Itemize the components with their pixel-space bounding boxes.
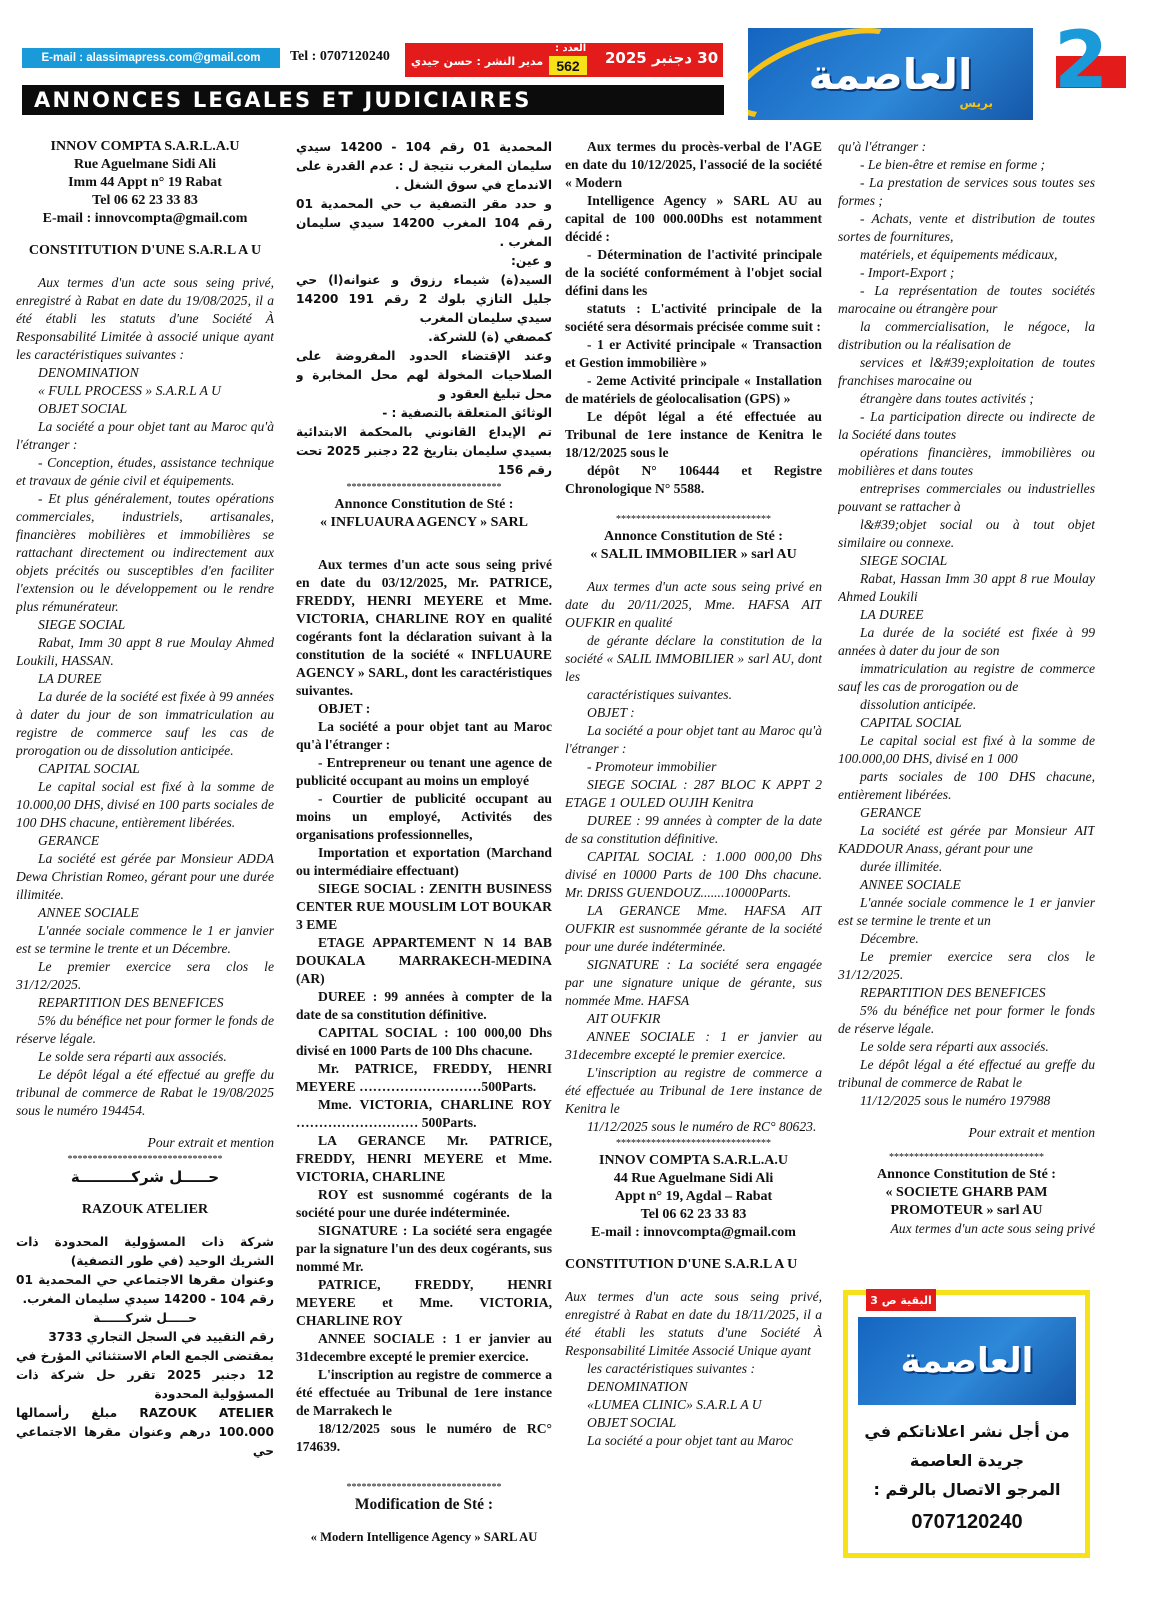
- announcement-line: entreprises commerciales ou industrielles pouvant se rattacher à: [838, 481, 1095, 514]
- continued-page-ribbon: البقية ص 3: [866, 1289, 936, 1311]
- announcement-line: dépôt N° 106444 et Registre Chronologique N° 5588.: [565, 463, 822, 496]
- promo-phone: 0707120240: [911, 1511, 1023, 1533]
- announcement-line: La société a pour objet tant au Maroc qu'à l'étranger :: [16, 419, 274, 452]
- announcement-line: Mr. PATRICE, FREDDY, HENRI MEYERE ………………………500Parts.: [296, 1061, 552, 1094]
- announcement-line: REPARTITION DES BENEFICES: [38, 995, 224, 1010]
- company-name: « SOCIETE GHARB PAM PROMOTEUR » sarl AU: [885, 1185, 1048, 1218]
- announcement-line: SIEGE SOCIAL: [38, 617, 126, 632]
- announcement-line: Le capital social est fixé à la somme de 100.000,00 DHS, divisé en 1 000: [838, 733, 1095, 766]
- announcement-line: OBJET SOCIAL: [587, 1415, 677, 1430]
- announcement-line: CAPITAL SOCIAL : 100 000,00 Dhs divisé en 1000 Parts de 100 Dhs chacune.: [296, 1025, 552, 1058]
- arabic-paragraph: شركة ذات المسؤولية المحدودة ذات الشريك الوحيد (في طور التصفية): [16, 1235, 274, 1268]
- promo-line: جريدة العاصمة: [909, 1451, 1025, 1470]
- separator-stars: *******************************: [346, 1482, 502, 1493]
- announcement-line: 18/12/2025 sous le numéro de RC° 174639.: [296, 1421, 552, 1454]
- announcement-line: L'inscription au registre de commerce a été effectuée au Tribunal de 1ere instance de Kenitra le: [565, 1065, 822, 1116]
- firm-line: E-mail : innovcompta@gmail.com: [591, 1225, 796, 1240]
- logo-subtitle: بريس: [959, 96, 993, 110]
- announcement-line: ANNEE SOCIALE: [860, 877, 961, 892]
- arabic-paragraph: وعنوان مقرها الاجتماعي حي المحمدية 01 رقم 104 - 14200 سيدي سليمان المغرب.: [16, 1273, 274, 1306]
- announcement-line: SIGNATURE : La société sera engagée par une signature unique de gérante, sus nommée Mme. HAFSA: [565, 957, 822, 1008]
- arabic-paragraph: حـــــل شركــــــة: [93, 1311, 197, 1325]
- announcement-line: Le dépôt légal a été effectuée au Tribunal de 1ere instance de Kenitra le 18/12/2025 sous le: [565, 409, 822, 460]
- firm-line: 44 Rue Aguelmane Sidi Ali: [613, 1171, 774, 1186]
- announcement-line: - La représentation de toutes sociétés marocaine ou étrangère pour: [838, 283, 1095, 316]
- announcement-line: - Le bien-être et remise en forme ;: [860, 157, 1046, 172]
- announcement-line: - La participation directe ou indirecte de la Société dans toutes: [838, 409, 1095, 442]
- column-3: [565, 138, 822, 1593]
- announcement-line: ROY est susnommé cogérants de la société pour une durée indéterminée.: [296, 1187, 552, 1220]
- innov-compta-header: [16, 138, 274, 228]
- announcement-line: REPARTITION DES BENEFICES: [860, 985, 1046, 1000]
- firm-line: Rue Aguelmane Sidi Ali: [74, 157, 216, 172]
- arabic-title: حـــــل شركــــــــــة: [70, 1168, 220, 1186]
- closing-mention: Pour extrait et mention: [147, 1135, 274, 1150]
- announcement-line: - La prestation de services sous toutes ses formes ;: [838, 175, 1095, 208]
- announcement-title: Annonce Constitution de Sté :: [877, 1167, 1056, 1182]
- promo-logo-text: العاصمة: [900, 1341, 1034, 1381]
- announcement-line: 5% du bénéfice net pour former le fonds de réserve légale.: [16, 1013, 274, 1046]
- announcement-line: durée illimitée.: [860, 859, 943, 874]
- company-name: « SALIL IMMOBILIER » sarl AU: [590, 547, 797, 562]
- announcement-line: Le solde sera réparti aux associés.: [38, 1049, 227, 1064]
- arabic-paragraph: و عين:: [511, 254, 552, 268]
- announcement-title: Annonce Constitution de Sté :: [604, 529, 783, 544]
- promo-text: [852, 1417, 1082, 1504]
- announcement-line: Le solde sera réparti aux associés.: [860, 1039, 1049, 1054]
- promo-line: من أجل نشر اعلاناتكم في: [864, 1422, 1070, 1441]
- announcement-line: LA DUREE: [38, 671, 102, 686]
- column-4: [838, 138, 1095, 1268]
- announcement-line: services et l&#39;exploitation de toutes franchises marocaine ou: [838, 355, 1095, 388]
- announcement-line: Décembre.: [860, 931, 919, 946]
- announcement-line: - 1 er Activité principale « Transaction et Gestion immobilière »: [565, 337, 822, 370]
- arabic-paragraph: بمقتضى الجمع العام الاستثنائي المؤرخ في 12 دجنبر 2025 تقرر حل شركة ذات المسؤولية المحدودة: [16, 1349, 274, 1401]
- firm-line: Tel 06 62 23 33 83: [640, 1207, 747, 1222]
- announcement-line: L'inscription au registre de commerce a été effectuée au Tribunal de 1ere instance de Marrakech le: [296, 1367, 552, 1418]
- announcement-line: Aux termes du procès-verbal de l'AGE en date du 10/12/2025, l'associé de la société « Modern: [565, 139, 822, 190]
- announcement-line: Le dépôt légal a été effectué au greffe du tribunal de commerce de Rabat le 19/08/2025 sous le numéro 194454.: [16, 1067, 274, 1118]
- announcement-line: Rabat, Imm 30 appt 8 rue Moulay Ahmed Loukili, HASSAN.: [16, 635, 274, 668]
- separator-stars: *******************************: [346, 482, 502, 493]
- announcement-line: Le dépôt légal a été effectué au greffe du tribunal de commerce de Rabat le: [838, 1057, 1095, 1090]
- announcement-line: - Entrepreneur ou tenant une agence de publicité occupant au moins un employé: [296, 755, 552, 788]
- announcement-line: caractéristiques suivantes.: [587, 687, 732, 702]
- announcement-line: statuts : L'activité principale de la société sera désormais précisée comme suit :: [565, 301, 822, 334]
- separator-stars: *******************************: [616, 514, 771, 525]
- announcement-line: L'année sociale commence le 1 er janvier est se termine le trente et un: [838, 895, 1095, 928]
- issue-number: 562: [549, 56, 587, 75]
- firm-name: INNOV COMPTA S.A.R.L.A.U: [599, 1153, 788, 1168]
- announcement-line: 11/12/2025 sous le numéro de RC° 80623.: [587, 1119, 817, 1134]
- arabic-paragraph: السيد(ة) شيماء رزوق و عنوانه(ا) حي جليل التازي بلوك 2 رقم 191 14200 سيدي سليمان المغرب: [296, 273, 552, 325]
- innov-compta-header: [565, 1152, 822, 1242]
- announcement-line: LA GERANCE Mr. PATRICE, FREDDY, HENRI MEYERE et Mme. VICTORIA, CHARLINE: [296, 1133, 552, 1184]
- section-title: ANNONCES LEGALES ET JUDICIAIRES: [22, 85, 724, 115]
- announcement-line: Rabat, Hassan Imm 30 appt 8 rue Moulay Ahmed Loukili: [838, 571, 1095, 604]
- announcement-line: opérations financières, immobilières ou mobilières et dans toutes: [838, 445, 1095, 478]
- header-email: E-mail : alassimapress.com@gmail.com: [22, 48, 280, 68]
- announcement-title: Annonce Constitution de Sté :: [334, 497, 514, 512]
- separator-stars: *******************************: [889, 1152, 1044, 1163]
- issue-band: [405, 43, 723, 77]
- announcement-intro: Aux termes d'un acte sous seing privé, enregistré à Rabat en date du 19/08/2025, il a été établi les statuts d'une Société À Responsabilité Limitée à associé unique ayant les caractéristiques suivantes :: [16, 275, 274, 362]
- announcement-line: SIGNATURE : La société sera engagée par la signature l'un des deux cogérants, sus nommé Mr.: [296, 1223, 552, 1274]
- firm-name: INNOV COMPTA S.A.R.L.A.U: [50, 139, 240, 154]
- arabic-paragraph: الوثائق المتعلقة بالتصفية : -: [382, 406, 552, 420]
- announcement-line: - 2eme Activité principale « Installation de matériels de géolocalisation (GPS) »: [565, 373, 822, 406]
- company-name: « Modern Intelligence Agency » SARL AU: [310, 1530, 538, 1544]
- announcement-line: CAPITAL SOCIAL: [38, 761, 140, 776]
- promo-logo: [858, 1317, 1076, 1405]
- issue-label: العدد :: [555, 43, 587, 54]
- announcement-line: l&#39;objet social ou à tout objet similaire ou connexe.: [838, 517, 1095, 550]
- arabic-paragraph: رقم التقييد في السجل التجاري 3733: [48, 1330, 274, 1344]
- announcement-line: - Promoteur immobilier: [587, 759, 717, 774]
- announcement-line: Aux termes d'un acte sous seing privé en date du 20/11/2025, Mme. HAFSA AIT OUFKIR en qualité: [565, 579, 822, 630]
- announcement-line: Aux termes d'un acte sous seing privé en date du 03/12/2025, Mr. PATRICE, FREDDY, HENRI MEYERE et Mme. VICTORIA, CHARLINE ROY en qualité cogérants font la déclaration suivant à la constitution de la société « INFLUAURE AGENCY » SARL, dont les caractéristiques suivantes.: [296, 557, 552, 698]
- arabic-paragraph: RAZOUK ATELIER مبلغ رأسمالها 100.000 درهم وعنوان مقرها الاجتماعي حي: [16, 1406, 274, 1458]
- announcement-line: qu'à l'étranger :: [838, 139, 927, 154]
- arabic-paragraph: كمصفي (ة) للشركة.: [428, 330, 552, 344]
- publication-director: مدير النشر : حسن جيدي: [411, 55, 544, 68]
- announcement-line: La société est gérée par Monsieur AIT KADDOUR Anass, gérant pour une: [838, 823, 1095, 856]
- announcement-line: Aux termes d'un acte sous seing privé: [890, 1221, 1095, 1236]
- announcement-line: Le capital social est fixé à la somme de 10.000,00 DHS, divisé en 100 parts sociales de 100 DHS chacune, entièrement libérées.: [16, 779, 274, 830]
- announcement-line: DUREE : 99 années à compter de la date de sa constitution définitive.: [565, 813, 822, 846]
- announcement-line: Le premier exercice sera clos le 31/12/2025.: [838, 949, 1095, 982]
- announcement-line: de gérante déclare la constitution de la société « SALIL IMMOBILIER » sarl AU, dont les: [565, 633, 822, 684]
- firm-line: Imm 44 Appt n° 19 Rabat: [68, 175, 222, 190]
- page-number-badge: [1042, 16, 1132, 114]
- announcement-line: OBJET :: [587, 705, 635, 720]
- announcement-line: Intelligence Agency » SARL AU au capital de 100 000.00Dhs est notamment décidé :: [565, 193, 822, 244]
- announcement-line: ANNEE SOCIALE : 1 er janvier au 31decembre excepté le premier exercice.: [565, 1029, 822, 1062]
- arabic-paragraph: وعند الإقتضاء الحدود المفروضة على الصلاحيات المخولة لهم محل المخابرة و محل تبليغ العقود و: [296, 349, 552, 401]
- issue-date: 30 دجنبر 2025: [605, 49, 719, 67]
- closing-mention: Pour extrait et mention: [968, 1125, 1095, 1140]
- column-1: [16, 138, 274, 1593]
- announcement-title: CONSTITUTION D'UNE S.A.R.L A U: [28, 243, 262, 258]
- announcement-line: - Et plus généralement, toutes opérations commerciales, industriels, artisanales, financières mobilières et immobilières se rattachant directement ou indirectement aux objets précités ou susceptibles d'en faciliter l'extension ou le développement ou le rendre plus rémunérateur.: [16, 491, 274, 614]
- announcement-line: « FULL PROCESS » S.A.R.L A U: [38, 383, 221, 398]
- announcement-line: DENOMINATION: [38, 365, 139, 380]
- announcement-line: L'année sociale commence le 1 er janvier est se termine le trente et un Décembre.: [16, 923, 274, 956]
- firm-line: E-mail : innovcompta@gmail.com: [42, 211, 248, 226]
- announcement-line: OBJET :: [318, 701, 371, 716]
- announcement-line: Aux termes d'un acte sous seing privé, enregistré à Rabat en date du 18/11/2025, il a été établi les statuts d'une Société À Responsabilité Limitée Associé Unique ayant: [565, 1289, 822, 1358]
- newspaper-logo: [748, 28, 1033, 120]
- announcement-line: - Conception, études, assistance technique et travaux de génie civil et équipements.: [16, 455, 274, 488]
- arabic-paragraph: تم الإيداع القانوني بالمحكمة الابتدائية بسيدي سليمان بتاريخ 22 دجنبر 2025 تحت رقم 156: [296, 425, 552, 477]
- announcement-line: DENOMINATION: [587, 1379, 688, 1394]
- announcement-title: Modification de Sté :: [354, 1496, 494, 1513]
- announcement-line: 11/12/2025 sous le numéro 197988: [860, 1093, 1051, 1108]
- announcement-line: GERANCE: [860, 805, 922, 820]
- announcement-line: OBJET SOCIAL: [38, 401, 128, 416]
- page-number: 2: [1054, 16, 1109, 106]
- announcement-line: 5% du bénéfice net pour former le fonds de réserve légale.: [838, 1003, 1095, 1036]
- announcement-line: SIEGE SOCIAL : ZENITH BUSINESS CENTER RUE MOUSLIM LOT BOUKAR 3 EME: [296, 881, 552, 932]
- announcement-line: La société a pour objet tant au Maroc: [587, 1433, 794, 1448]
- announcement-line: La société a pour objet tant au Maroc qu'à l'étranger :: [296, 719, 552, 752]
- firm-line: Tel 06 62 23 33 83: [92, 193, 198, 208]
- announcement-line: ANNEE SOCIALE: [38, 905, 139, 920]
- announcement-line: Le premier exercice sera clos le 31/12/2025.: [16, 959, 274, 992]
- header-phone: Tel : 0707120240: [290, 49, 390, 64]
- announcement-title: CONSTITUTION D'UNE S.A.R.L A U: [565, 1257, 798, 1272]
- separator-stars: *******************************: [67, 1154, 223, 1165]
- announcement-line: CAPITAL SOCIAL: [860, 715, 962, 730]
- company-name: RAZOUK ATELIER: [81, 1202, 209, 1217]
- announcement-line: - Achats, vente et distribution de toutes sortes de fournitures,: [838, 211, 1095, 244]
- announcement-line: LA DUREE: [860, 607, 924, 622]
- announcement-line: Importation et exportation (Marchand ou intermédiaire effectuant): [296, 845, 552, 878]
- announcement-line: PATRICE, FREDDY, HENRI MEYERE et Mme. VICTORIA, CHARLINE ROY: [296, 1277, 552, 1328]
- announcement-line: La société est gérée par Monsieur ADDA Dewa Christian Romeo, gérant pour une durée illimitée.: [16, 851, 274, 902]
- announcement-line: La durée de la société est fixée à 99 années à dater du jour de son immatriculation au registre de commerce sauf les cas de prorogation ou de dissolution anticipée.: [16, 689, 274, 758]
- announcement-line: ETAGE APPARTEMENT N 14 BAB DOUKALA MARRAKECH-MEDINA (AR): [296, 935, 552, 986]
- announcement-line: étrangère dans toutes activités ;: [860, 391, 1034, 406]
- promo-line: المرجو الاتصال بالرقم :: [873, 1480, 1061, 1499]
- announcement-line: La société a pour objet tant au Maroc qu'à l'étranger :: [565, 723, 822, 756]
- announcement-line: AIT OUFKIR: [587, 1011, 661, 1026]
- announcement-line: LA GERANCE Mme. HAFSA AIT OUFKIR est susnommée gérante de la société pour une durée indéterminée.: [565, 903, 822, 954]
- logo-text: العاصمة: [808, 49, 973, 99]
- announcement-line: Mme. VICTORIA, CHARLINE ROY ……………………… 500Parts.: [296, 1097, 552, 1130]
- firm-line: Appt n° 19, Agdal – Rabat: [614, 1189, 773, 1204]
- arabic-paragraph: المحمدية 01 رقم 104 - 14200 سيدي سليمان المغرب نتيجة ل : عدم القدرة على الاندماج في سوق الشغل .: [296, 140, 552, 192]
- announcement-line: CAPITAL SOCIAL : 1.000 000,00 Dhs divisé en 10000 Parts de 100 Dhs chacune. Mr. DRISS GUENDOUZ.......10000Parts.: [565, 849, 822, 900]
- announcement-line: les caractéristiques suivantes :: [587, 1361, 756, 1376]
- announcement-line: SIEGE SOCIAL : 287 BLOC K APPT 2 ETAGE 1 OULED OUJIH Kenitra: [565, 777, 822, 810]
- announcement-line: dissolution anticipée.: [860, 697, 977, 712]
- company-name: « INFLUAURA AGENCY » SARL: [320, 515, 528, 530]
- announcement-line: immatriculation au registre de commerce sauf les cas de prorogation ou de: [838, 661, 1095, 694]
- announcement-line: - Courtier de publicité occupant au moins un employé, Activités des organisations professionnelles,: [296, 791, 552, 842]
- separator-stars: *******************************: [616, 1138, 771, 1149]
- column-2: [296, 138, 552, 1593]
- announcement-line: - Import-Export ;: [860, 265, 955, 280]
- announcement-line: «LUMEA CLINIC» S.A.R.L A U: [587, 1397, 762, 1412]
- announcement-line: ANNEE SOCIALE : 1 er janvier au 31decembre excepté le premier exercice.: [296, 1331, 552, 1364]
- announcement-line: parts sociales de 100 DHS chacune, entièrement libérées.: [838, 769, 1095, 802]
- announcement-line: matériels, et équipements médicaux,: [860, 247, 1058, 262]
- announcement-line: - Détermination de l'activité principale de la société conformément à l'objet social défini dans les: [565, 247, 822, 298]
- announcement-line: GERANCE: [38, 833, 100, 848]
- announcement-line: DUREE : 99 années à compter de la date de sa constitution définitive.: [296, 989, 552, 1022]
- arabic-paragraph: و حدد مقر التصفية ب حي المحمدية 01 رقم 104 المغرب 14200 سيدي سليمان المغرب .: [296, 197, 552, 249]
- advertising-promo-box: [843, 1290, 1090, 1558]
- announcement-line: SIEGE SOCIAL: [860, 553, 948, 568]
- announcement-line: la commercialisation, le négoce, la distribution ou la réalisation de: [838, 319, 1095, 352]
- announcement-line: La durée de la société est fixée à 99 années à dater du jour de son: [838, 625, 1095, 658]
